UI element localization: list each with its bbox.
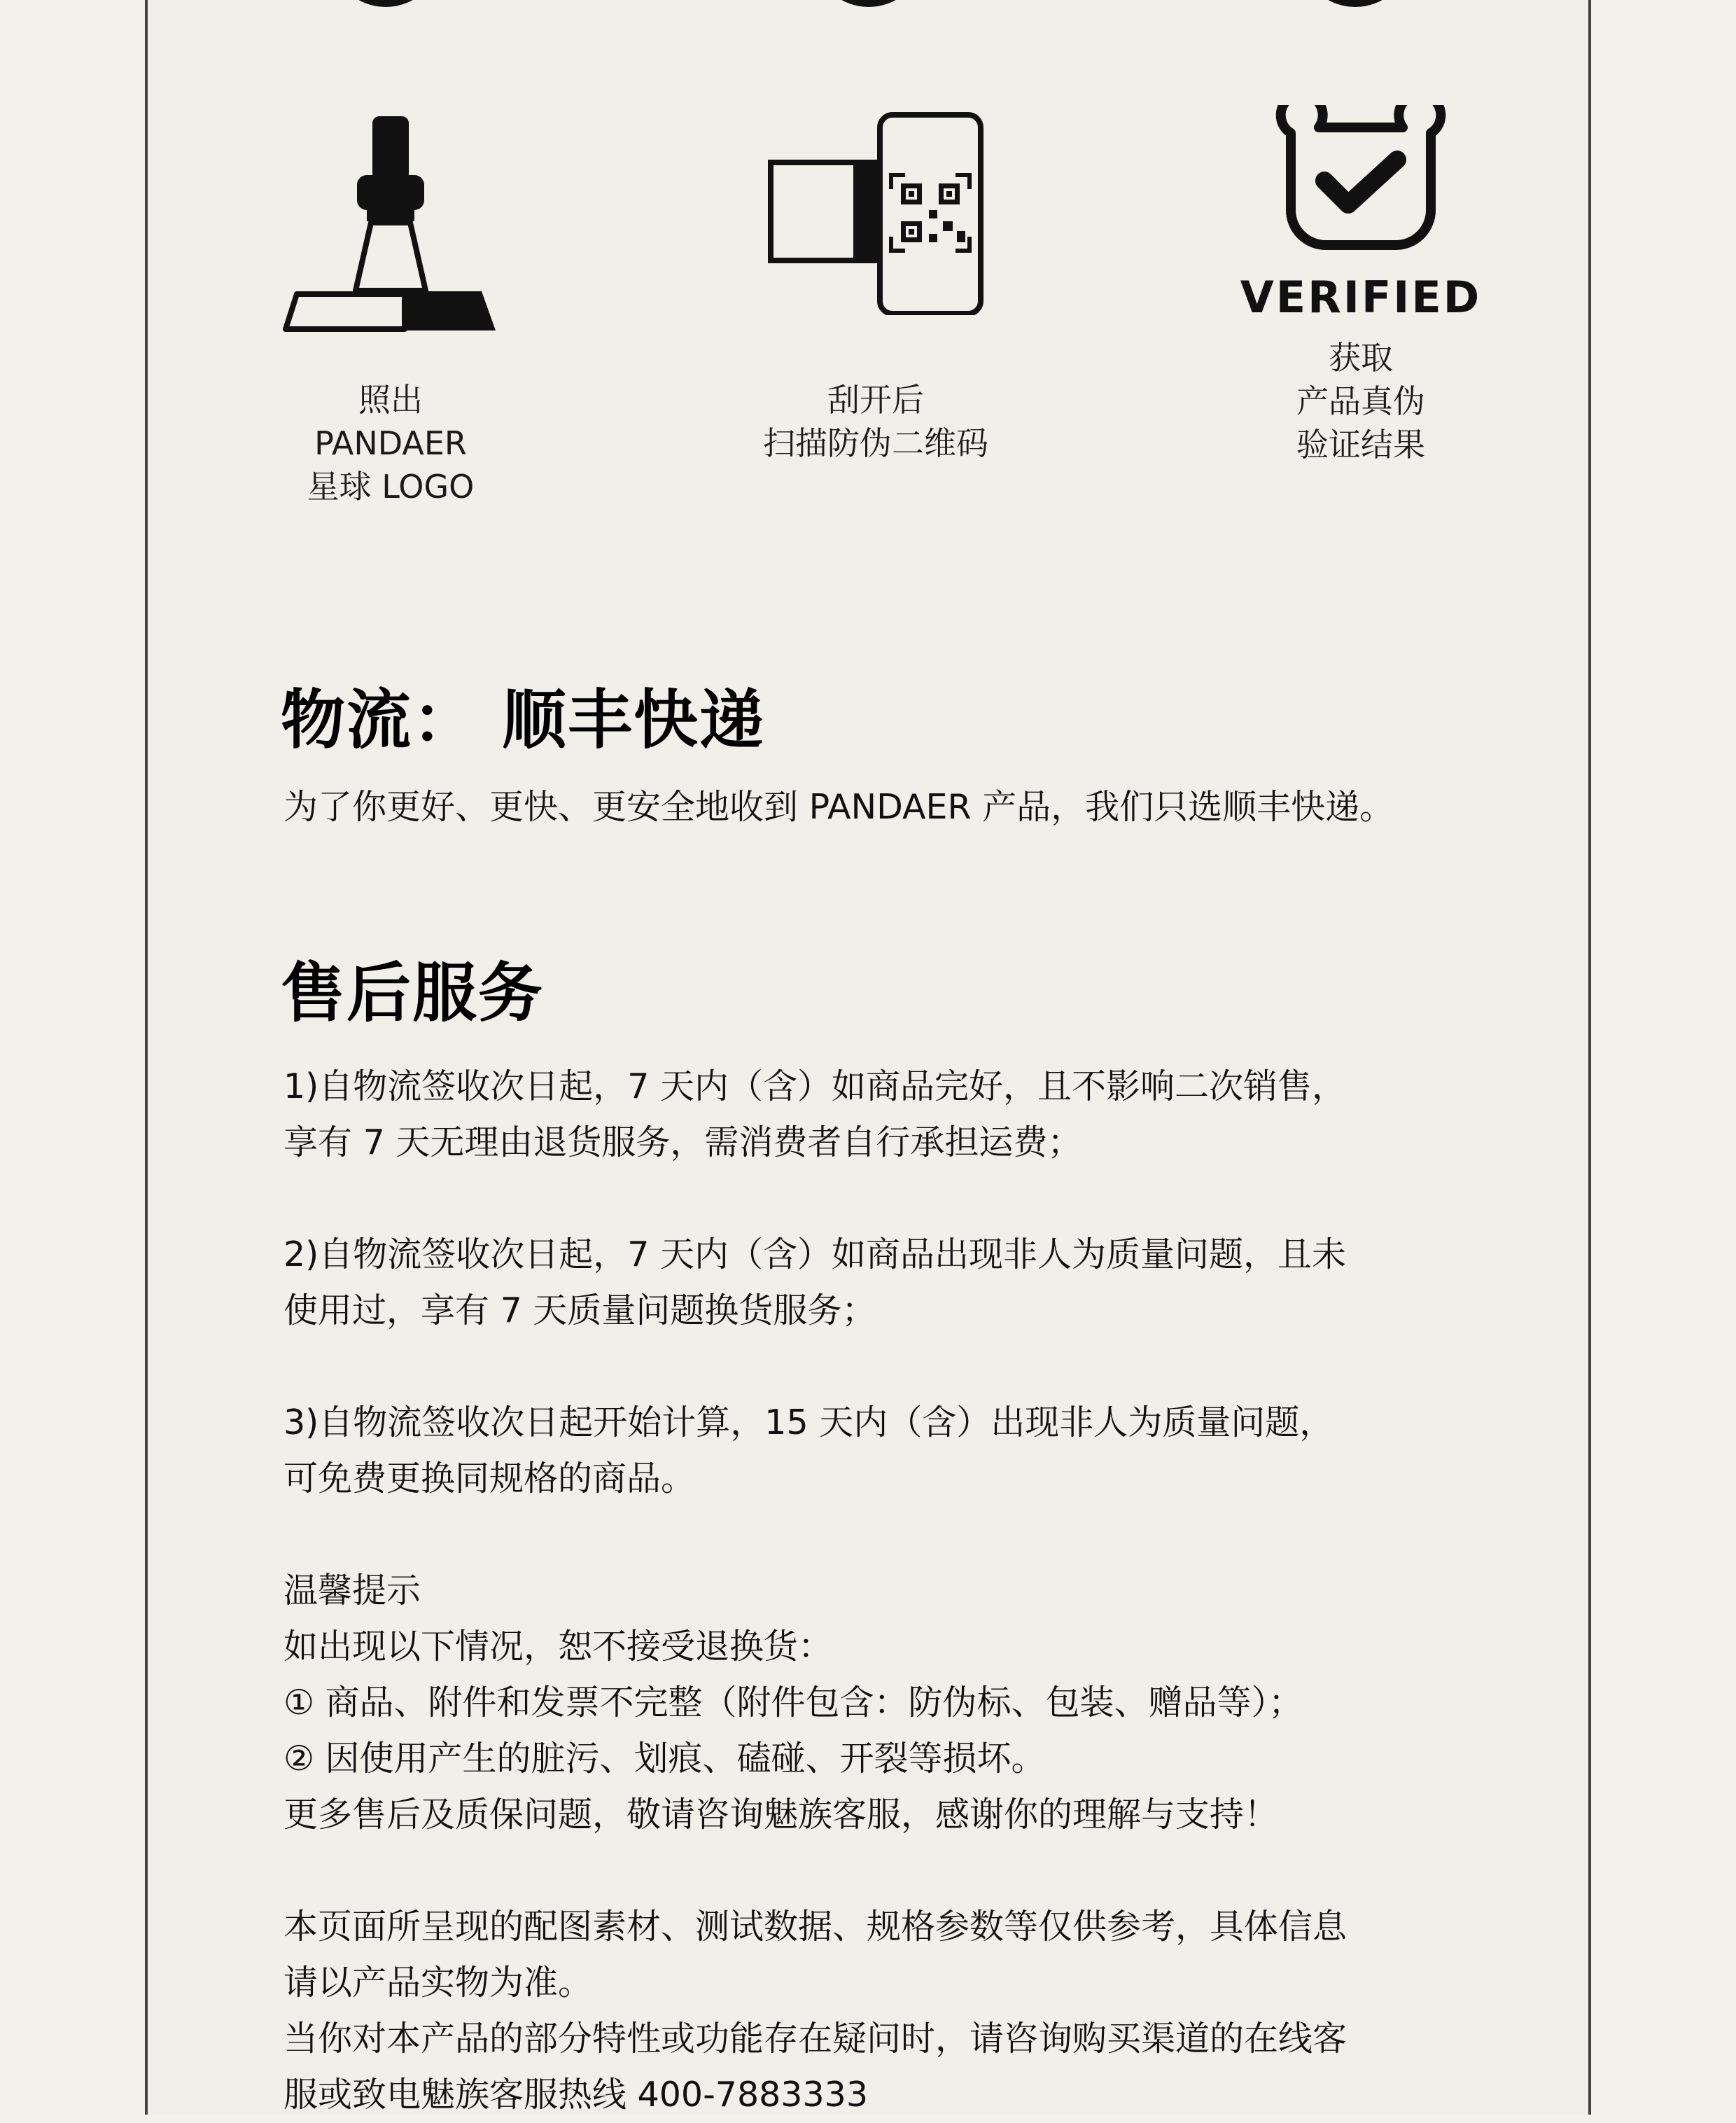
verify-step-1	[209, 105, 573, 508]
verify-step-2	[694, 105, 1058, 465]
logistics-title: 物流： 顺丰快递	[281, 683, 766, 758]
after-sales-title: 售后服务	[281, 956, 545, 1031]
verify-step-2-caption: 刮开后 扫描防伪二维码	[763, 381, 988, 462]
top-circle-2	[816, 0, 921, 7]
after-sales-item-2: 2)自物流签收次日起，7 天内（含）如商品出现非人为质量问题，且未 使用过，享有 7 天质量问题换货服务；	[284, 1234, 1347, 1330]
qr-scan-icon	[694, 105, 1058, 315]
after-sales-item-3: 3)自物流签收次日起开始计算，15 天内（含）出现非人为质量问题， 可免费更换同规格的商品。	[284, 1402, 1334, 1498]
verify-step-3-caption: 获取 产品真伪 验证结果	[1296, 339, 1425, 464]
top-circle-1	[333, 0, 438, 7]
tips-outro: 更多售后及质保问题，敬请咨询魅族客服，感谢你的理解与支持！	[284, 1795, 1279, 1835]
top-circle-3	[1303, 0, 1408, 7]
verify-step-1-caption: 照出 PANDAER 星球 LOGO	[307, 381, 475, 506]
tips-title: 温馨提示	[284, 1571, 421, 1610]
verify-step-3	[1179, 105, 1543, 466]
tips-block	[284, 1563, 1544, 1843]
flashlight-icon	[209, 105, 573, 336]
tips-item-2: ② 因使用产生的脏污、划痕、磕碰、开裂等损坏。	[284, 1739, 1046, 1779]
logistics-text: 为了你更好、更快、更安全地收到 PANDAER 产品，我们只选顺丰快递。	[284, 787, 1394, 827]
disclaimer-line-1: 本页面所呈现的配图素材、测试数据、规格参数等仅供参考，具体信息	[284, 1907, 1348, 1947]
tips-intro: 如出现以下情况，恕不接受退换货：	[284, 1627, 833, 1666]
disclaimer-line-4: 服或致电魅族客服热线 400-7883333	[284, 2075, 869, 2115]
disclaimer-block	[284, 1899, 1544, 2123]
verified-badge-text: VERIFIED	[1240, 272, 1482, 323]
disclaimer-line-2: 请以产品实物为准。	[284, 1963, 593, 2003]
after-sales-body	[284, 1059, 1544, 2123]
content-panel	[145, 0, 1591, 2115]
verified-bear-icon	[1179, 105, 1543, 273]
tips-item-1: ① 商品、附件和发票不完整（附件包含：防伪标、包装、赠品等）；	[284, 1683, 1303, 1722]
after-sales-item-1: 1)自物流签收次日起，7 天内（含）如商品完好，且不影响二次销售， 享有 7 天无理由退货服务，需消费者自行承担运费；	[284, 1066, 1347, 1162]
disclaimer-line-3: 当你对本产品的部分特性或功能存在疑问时，请咨询购买渠道的在线客	[284, 2019, 1348, 2059]
